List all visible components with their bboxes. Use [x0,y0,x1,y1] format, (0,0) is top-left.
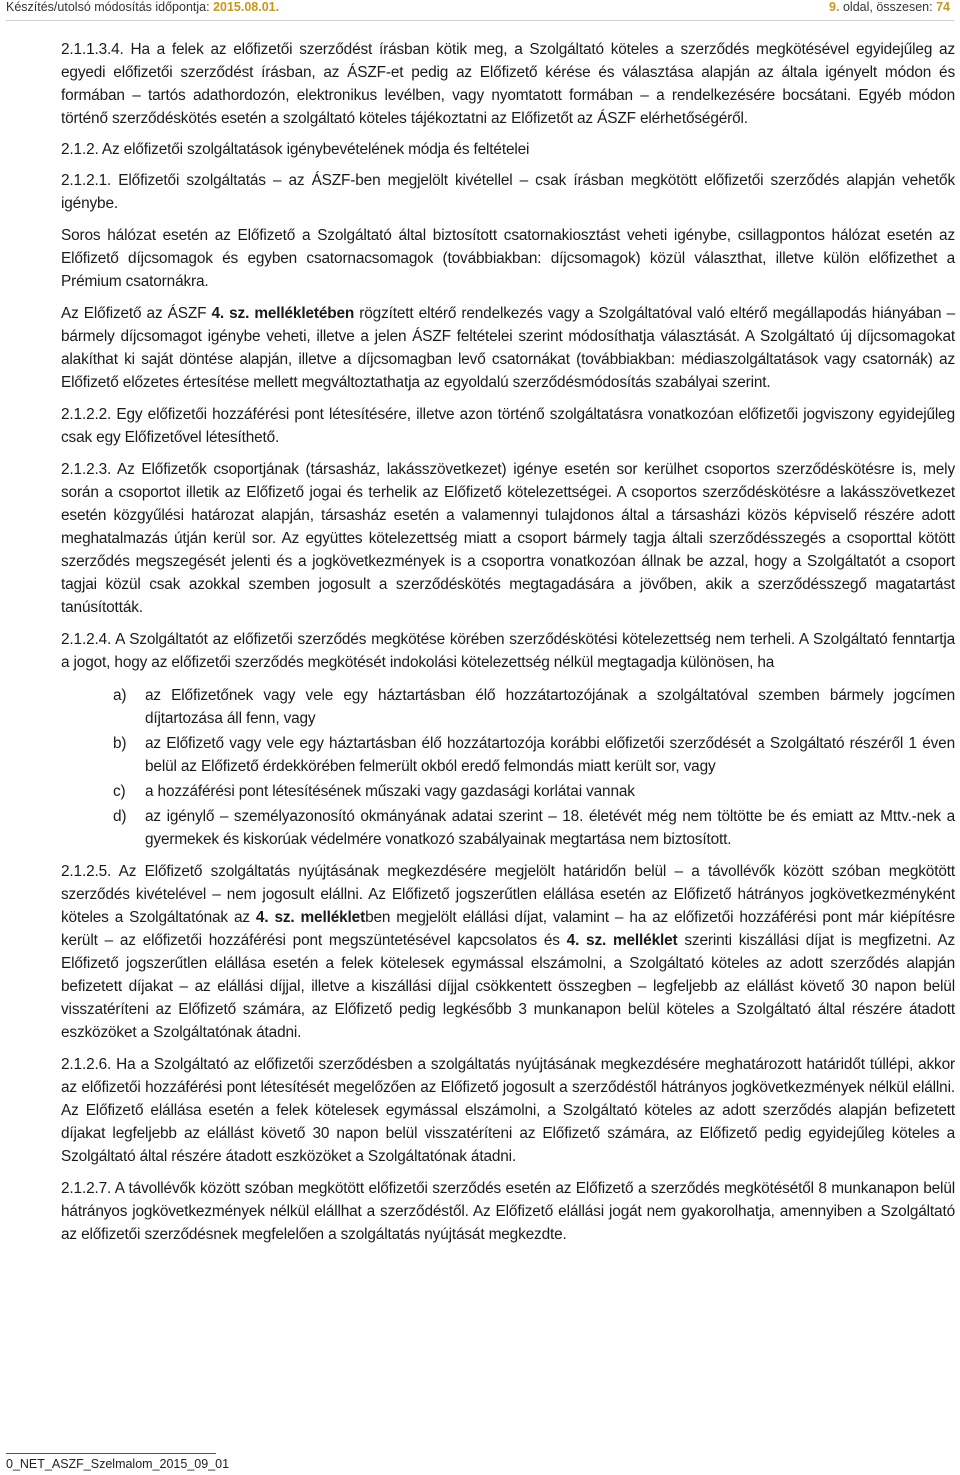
bold-run: 4. sz. [211,305,250,322]
header-rule [6,20,954,21]
paragraph-2-1-2-1: 2.1.2.1. Előfizetői szolgáltatás – az ÁSZF-ben megjelölt kivétellel – csak írásban megkötött előfizetői szerződés alapján vehetők igénybe. [61,172,955,212]
header-page-total: 74 [936,0,950,14]
header-label: Készítés/utolsó módosítás időpontja: [6,0,210,14]
paragraph-2-1-2-5 [61,860,955,1044]
paragraph-az-elofizeto [61,302,955,394]
paragraph-soros-halozat: Soros hálózat esetén az Előfizető a Szolgáltató által biztosított csatornakiosztást veheti igénybe, csillagpontos hálózat esetén az Előfizető díjcsomagok és egyben csatornacsomagok (továbbiakban: díjcsomagok) közül választhat, illetve külön előfizethet a Prémium csatornákra. [61,227,955,290]
list-item [61,780,955,803]
list-marker: a) [113,687,127,704]
list-marker: b) [113,735,127,752]
footer-rule [6,1453,216,1454]
refusal-conditions-list [61,684,955,851]
list-marker: c) [113,783,126,800]
footer-doc-id: 0_NET_ASZF_Szelmalom_2015_09_01 [6,1457,230,1471]
text-run: ben megjelölt elállási díjat, valamint – ha az előfizetői hozzáférési pont már kiépítésre került – az előfizetői hozzáférési pont megszüntetésével kapcsolatos és [61,909,955,949]
list-item [61,805,955,851]
list-text: az igénylő – személyazonosító okmányának adatai szerint – 18. életévét még nem töltötte be és emiatt az Mttv.-nek a gyermekek és kiskorúak védelmére vonatkozó szabályainak megtartása nem biztosított. [145,808,955,848]
bold-run: mellékletében [254,305,355,322]
list-item [61,684,955,730]
paragraph-2-1-2-4: 2.1.2.4. A Szolgáltatót az előfizetői szerződés megkötése körében szerződéskötési kötelezettség nem terheli. A Szolgáltató fenntartja a jogot, hogy az előfizetői szerződés megkötését indokolási kötelezettség nélkül megtagadja különösen, ha [61,631,955,671]
bold-run: 4. sz. melléklet [566,932,678,949]
list-text: az Előfizető vagy vele egy háztartásban élő hozzátartozója korábbi előfizetői szerződését a Szolgáltató részéről 1 éven belül az Előfizető érdekkörében felmerült okból eredő felmondás miatt került sor, vagy [145,735,955,775]
header-page-label: oldal, összesen: [842,0,933,14]
header-date: 2015.08.01. [213,0,280,14]
text-run: Az Előfizető az ÁSZF [61,305,212,322]
header-page-number: 9. [829,0,840,14]
list-marker: d) [113,808,127,825]
list-text: a hozzáférési pont létesítésének műszaki vagy gazdasági korlátai vannak [145,783,635,800]
header-right [829,0,950,14]
document-body [61,38,955,1246]
paragraph-2-1-1-3-4: 2.1.1.3.4. Ha a felek az előfizetői szerződést írásban kötik meg, a Szolgáltató köteles a szerződés megkötésével egyidejűleg az egyedi előfizetői szerződést írásban, az ÁSZF-et pedig az Előfizető kérése és választása alapján az általa igényelt módon és formában – tartós adathordozón, elektronikus levélben, vagy nyomtatott formában – a rendelkezésére bocsátani. Egyéb módon történő szerződéskötés esetén a szolgáltató köteles tájékoztatni az Előfizetőt az ÁSZF elérhetőségéről. [61,41,955,127]
text-run: szerinti kiszállási díjat is megfizetni. Az Előfizető jogszerűtlen elállása esetén a felek kötelesek egymással elszámolni, a Szolgáltató köteles az adott szerződés alapján befizetett díjakat – az elállási díjjal, illetve a kiszállási díjjal csökkentett összegben – legfeljebb az elállást követő 30 napon belül visszatéríteni az Előfizető számára, az Előfizető pedig legkésőbb 3 munkanapon belül köteles a Szolgáltató által részére átadott eszközöket a Szolgáltatónak átadni. [61,932,955,1041]
paragraph-2-1-2-2: 2.1.2.2. Egy előfizetői hozzáférési pont létesítésére, illetve azon történő szolgáltatásra vonatkozóan előfizetői jogviszony egyidejűleg csak egy Előfizetővel létesíthető. [61,406,955,446]
text-run: 2.1.2.5. Az Előfizető szolgáltatás nyújtásának megkezdésére megjelölt határidőn belül – a távollévők között szóban megkötött szerződés kivételével – nem jogosult elállni. Az Előfizető jogszerűtlen elállása esetén az Előfizető hátrányos jogkövetkezményként köteles a Szolgáltatónak az [61,863,955,926]
paragraph-2-1-2-6: 2.1.2.6. Ha a Szolgáltató az előfizetői szerződésben a szolgáltatás nyújtásának megkezdésére meghatározott határidőt túllépi, akkor az előfizetői hozzáférési pont létesítését megelőzően az Előfizető jogosult a szerződéstől hátrányos jogkövetkezmények nélkül elállni. Az Előfizető elállása esetén a felek kötelesek egymással elszámolni, a Szolgáltató köteles az adott szerződés alapján befizetett díjakat legfeljebb az elállást követő 30 napon belül visszatéríteni az Előfizető számára, az Előfizető pedig egyidejűleg köteles a Szolgáltató által részére átadott eszközöket a Szolgáltatónak átadni. [61,1056,955,1165]
text-run: rögzített eltérő rendelkezés vagy a Szolgáltatóval való eltérő megállapodás hiányában – bármely díjcsomagot igénybe veheti, illetve a jelen ÁSZF feltételei szerint módosíthatja választását. A Szolgáltató új díjcsomagokat alakíthat ki saját döntése alapján, illetve a díjcsomagban levő csatornákat (továbbiakban: médiaszolgáltatások vagy csatornák) az Előfizető előzetes értesítése mellett megváltoztathatja az egyoldalú szerződésmódosítás szabályai szerint. [61,305,955,391]
list-item [61,732,955,778]
paragraph-2-1-2-3: 2.1.2.3. Az Előfizetők csoportjának (társasház, lakásszövetkezet) igénye esetén sor kerülhet csoportos szerződéskötésre is, mely során a csoportot illetik az Előfizető jogai és terhelik az Előfizető kötelezettségei. A csoportos szerződéskötésre a lakásszövetkezet esetén közgyűlési határozat alapján, társasház esetén a valamennyi tulajdonos által a társasházi közös képviselő részére adott meghatalmazás útján kerül sor. Az együttes kötelezettség miatt a csoport bármely tagja általi szerződésszegés a csoporttal kötött szerződés megszegését jelenti és a jogkövetkezmények is a csoportra vonatkozóan állnak be azzal, hogy a Szolgáltatót a csoport tagjai közül csak azokkal szemben jogosult a szerződéskötés megtagadására a jövőben, akik a szerződésszegő magatartást tanúsították. [61,461,955,616]
header-left [6,0,279,14]
bold-run: 4. sz. melléklet [255,909,366,926]
section-heading-2-1-2: 2.1.2. Az előfizetői szolgáltatások igénybevételének módja és feltételei [61,141,530,158]
list-text: az Előfizetőnek vagy vele egy háztartásban élő hozzátartozójának a szolgáltatóval szemben bármely jogcímen díjtartozása áll fenn, vagy [145,687,955,727]
paragraph-2-1-2-7: 2.1.2.7. A távollévők között szóban megkötött előfizetői szerződés esetén az Előfizető a szerződés megkötésétől 8 munkanapon belül hátrányos jogkövetkezmények nélkül elállhat a szerződéstől. Az Előfizető elállási jogát nem gyakorolhatja, amennyiben a Szolgáltató az előfizetői szerződésnek megfelelően a szolgáltatás nyújtását megkezdte. [61,1180,955,1243]
page-header [6,0,950,17]
